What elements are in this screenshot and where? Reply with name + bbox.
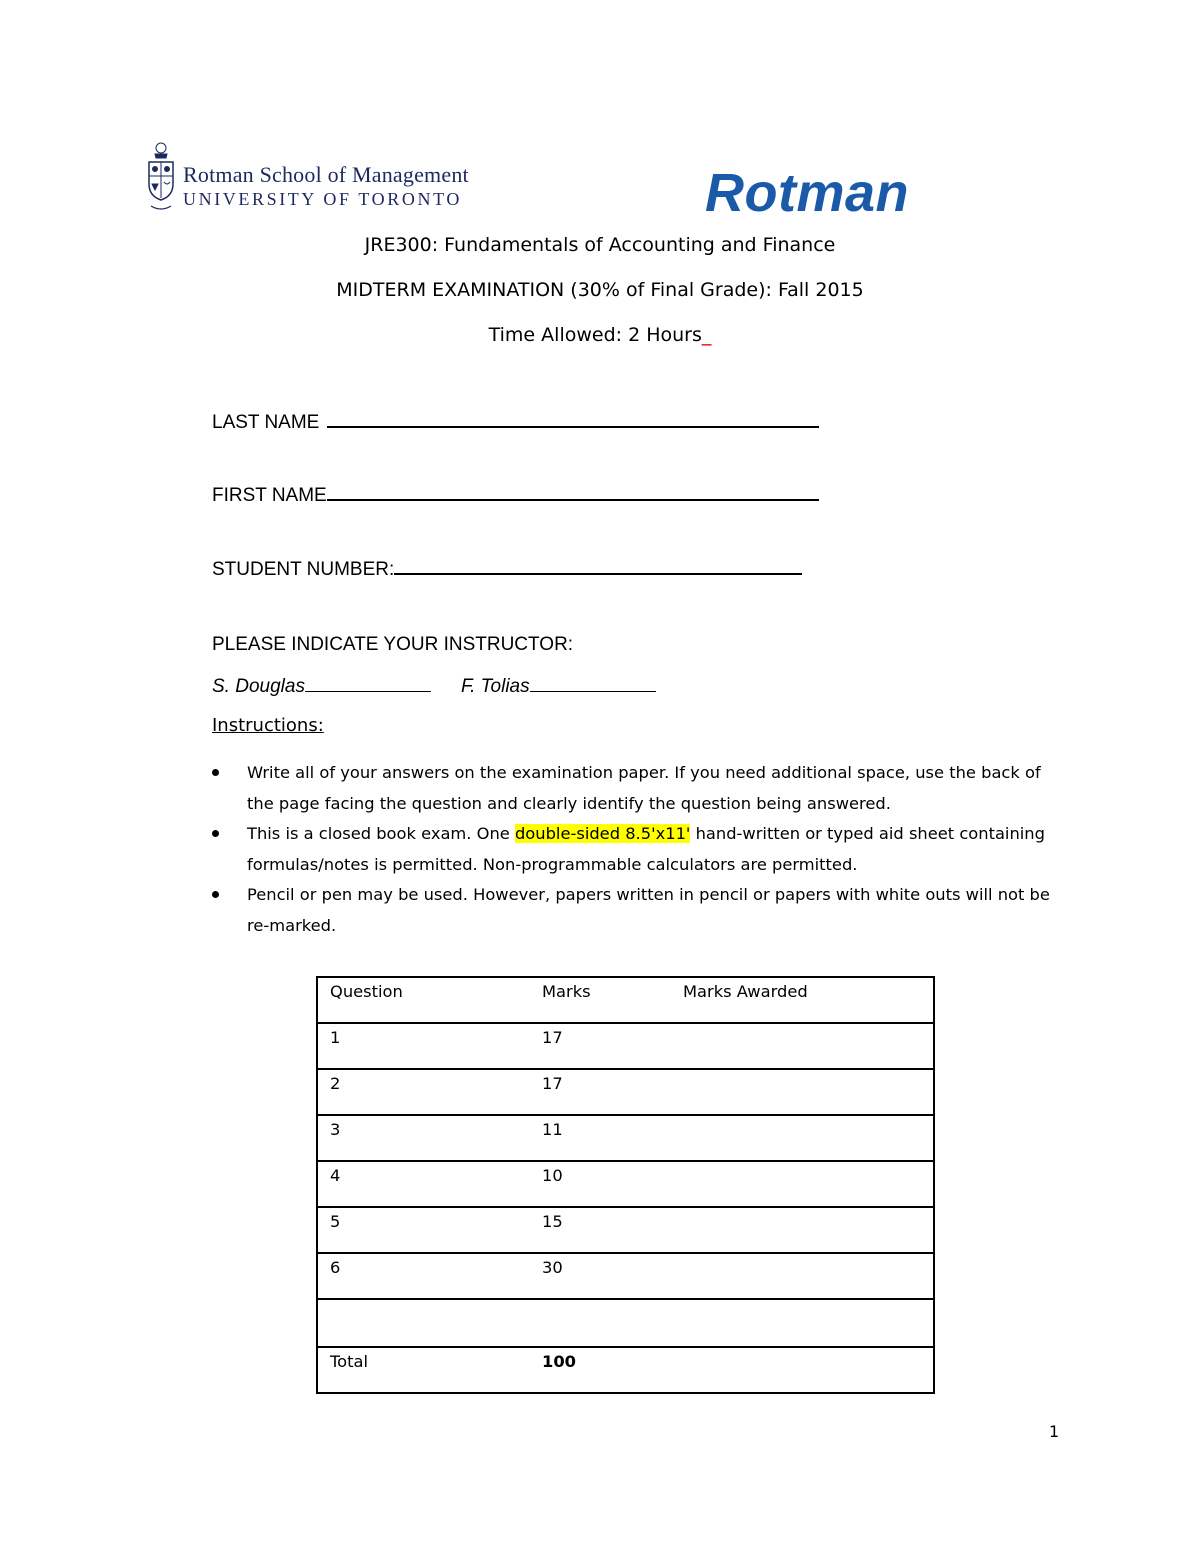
question-number: 6: [330, 1258, 341, 1277]
instruction-2-after: hand-written or typed aid sheet containing formulas/notes is permitted. Non-programmable calculators are permitted.: [247, 824, 1045, 874]
header-marks-awarded: Marks Awarded: [683, 982, 808, 1001]
question-number: 5: [330, 1212, 341, 1231]
list-item: [212, 880, 1072, 941]
bullet-icon: [212, 830, 219, 837]
question-number: 4: [330, 1166, 341, 1185]
question-number: 3: [330, 1120, 341, 1139]
last-name-blank[interactable]: [327, 408, 819, 428]
instruction-1: Write all of your answers on the examination paper. If you need additional space, use the back of the page facing the question and clearly identify the question being answered.: [247, 763, 1041, 813]
total-marks: 100: [542, 1352, 576, 1371]
last-name-label: LAST NAME: [212, 412, 320, 433]
table-total-row: [317, 1347, 934, 1393]
question-marks: 17: [542, 1028, 563, 1047]
instructor-option-douglas[interactable]: [212, 676, 431, 697]
list-item: [212, 819, 1072, 880]
total-label: Total: [330, 1352, 369, 1371]
instructor-1-label: S. Douglas: [212, 676, 305, 697]
instructor-1-blank[interactable]: [305, 673, 431, 692]
instruction-3: Pencil or pen may be used. However, papers written in pencil or papers with white outs will not be re-marked.: [247, 885, 1050, 935]
table-cell: [317, 1023, 934, 1069]
table-row: [317, 1069, 934, 1115]
table-row: [317, 1023, 934, 1069]
time-allowed: [0, 324, 1200, 346]
instruction-list: [212, 758, 1072, 941]
last-name-field: [212, 408, 819, 435]
question-marks: 15: [542, 1212, 563, 1231]
marks-awarded[interactable]: [683, 1212, 923, 1231]
first-name-blank[interactable]: [327, 481, 819, 501]
exam-title: MIDTERM EXAMINATION (30% of Final Grade): Fall 2015: [336, 279, 864, 301]
table-cell: [317, 1115, 934, 1161]
table-row: [317, 1161, 934, 1207]
uoft-crest-icon: [146, 140, 176, 216]
table-row-empty: [317, 1299, 934, 1347]
table-cell: [317, 1207, 934, 1253]
question-number: 1: [330, 1028, 341, 1047]
table-cell: [317, 1253, 934, 1299]
student-number-blank[interactable]: [394, 555, 802, 575]
instructor-2-blank[interactable]: [530, 673, 656, 692]
header-question: Question: [330, 982, 403, 1001]
bullet-icon: [212, 769, 219, 776]
bullet-icon: [212, 891, 219, 898]
uoft-logo-line2: UNIVERSITY OF TORONTO: [183, 189, 462, 209]
student-number-field: [212, 555, 802, 582]
table-row: [317, 1253, 934, 1299]
question-number: 2: [330, 1074, 341, 1093]
instructor-option-tolias[interactable]: [461, 676, 656, 697]
question-marks: 10: [542, 1166, 563, 1185]
spellcheck-mark: _: [701, 324, 712, 346]
marks-awarded[interactable]: [683, 1258, 923, 1277]
uoft-logo-line1: Rotman School of Management: [183, 162, 469, 187]
table-row: [317, 1207, 934, 1253]
instructions-heading: Instructions:: [212, 715, 324, 736]
marks-awarded[interactable]: [683, 1120, 923, 1139]
question-marks: 30: [542, 1258, 563, 1277]
table-cell: [317, 1161, 934, 1207]
instruction-2-before: This is a closed book exam. One: [247, 824, 515, 843]
course-title: JRE300: Fundamentals of Accounting and Finance: [364, 234, 836, 256]
table-header-cell: [317, 977, 934, 1023]
instructor-options: [212, 673, 656, 699]
table-row: [317, 1115, 934, 1161]
list-item: [212, 758, 1072, 819]
instructor-heading: PLEASE INDICATE YOUR INSTRUCTOR:: [212, 634, 574, 655]
first-name-label: FIRST NAME: [212, 485, 327, 506]
rotman-logo: Rotman: [705, 163, 909, 223]
student-number-label: STUDENT NUMBER:: [212, 559, 395, 580]
table-header-row: [317, 977, 934, 1023]
first-name-field: [212, 481, 819, 508]
marks-table: [316, 976, 935, 1394]
total-awarded[interactable]: [683, 1352, 923, 1371]
uoft-logo-text: [183, 162, 469, 210]
question-marks: 11: [542, 1120, 563, 1139]
time-allowed-text: Time Allowed: 2 Hours: [488, 324, 702, 346]
table-cell: [317, 1347, 934, 1393]
marks-awarded[interactable]: [683, 1028, 923, 1047]
question-marks: 17: [542, 1074, 563, 1093]
instructor-2-label: F. Tolias: [460, 676, 530, 697]
marks-awarded[interactable]: [683, 1166, 923, 1185]
table-cell: [317, 1299, 934, 1347]
table-cell: [317, 1069, 934, 1115]
marks-awarded[interactable]: [683, 1074, 923, 1093]
page-number: 1: [1049, 1422, 1060, 1441]
instruction-2-highlight: double-sided 8.5'x11': [514, 824, 691, 843]
header-marks: Marks: [542, 982, 591, 1001]
